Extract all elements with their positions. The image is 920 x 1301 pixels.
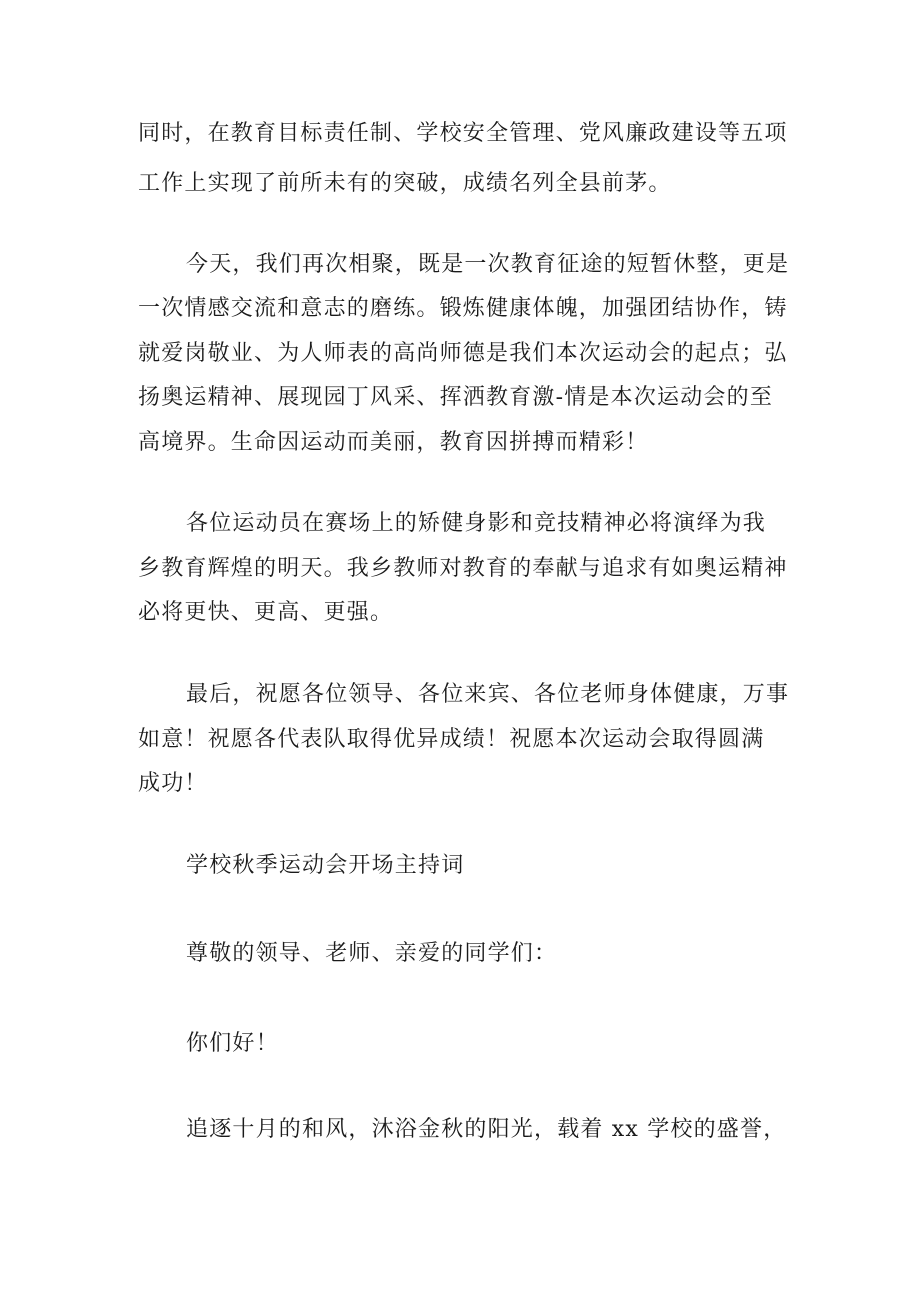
paragraph-line: 高境界。生命因运动而美丽，教育因拼搏而精彩！ <box>138 430 649 455</box>
paragraph-line: 工作上实现了前所未有的突破，成绩名列全县前茅。 <box>138 171 672 196</box>
paragraph-line: 扬奥运精神、展现园丁风采、挥洒教育激-情是本次运动会的至 <box>138 385 774 410</box>
paragraph-line: 如意！祝愿各代表队取得优异成绩！祝愿本次运动会取得圆满 <box>138 727 765 752</box>
paragraph-line: 最后，祝愿各位领导、各位来宾、各位老师身体健康，万事 <box>186 682 790 707</box>
paragraph-line: 就爱岗敬业、为人师表的高尚师德是我们本次运动会的起点；弘 <box>138 341 788 366</box>
paragraph-line: 追逐十月的和风，沐浴金秋的阳光，载着 xx 学校的盛誉， <box>186 1117 787 1142</box>
paragraph-line: 必将更快、更高、更强。 <box>138 600 394 625</box>
paragraph-line: 各位运动员在赛场上的矫健身影和竞技精神必将演绎为我 <box>186 511 767 536</box>
paragraph-line: 成功！ <box>138 771 208 796</box>
paragraph-line: 一次情感交流和意志的磨练。锻炼健康体魄，加强团结协作，铸 <box>138 296 788 321</box>
paragraph-line: 今天，我们再次相聚，既是一次教育征途的短暂休整，更是 <box>186 252 790 277</box>
paragraph-line: 乡教育辉煌的明天。我乡教师对教育的奉献与追求有如奥运精神 <box>138 556 788 581</box>
salutation: 尊敬的领导、老师、亲爱的同学们： <box>186 941 558 966</box>
greeting: 你们好！ <box>186 1031 279 1056</box>
paragraph-line: 同时，在教育目标责任制、学校安全管理、党风廉政建设等五项 <box>138 121 788 146</box>
section-heading: 学校秋季运动会开场主持词 <box>186 853 465 878</box>
